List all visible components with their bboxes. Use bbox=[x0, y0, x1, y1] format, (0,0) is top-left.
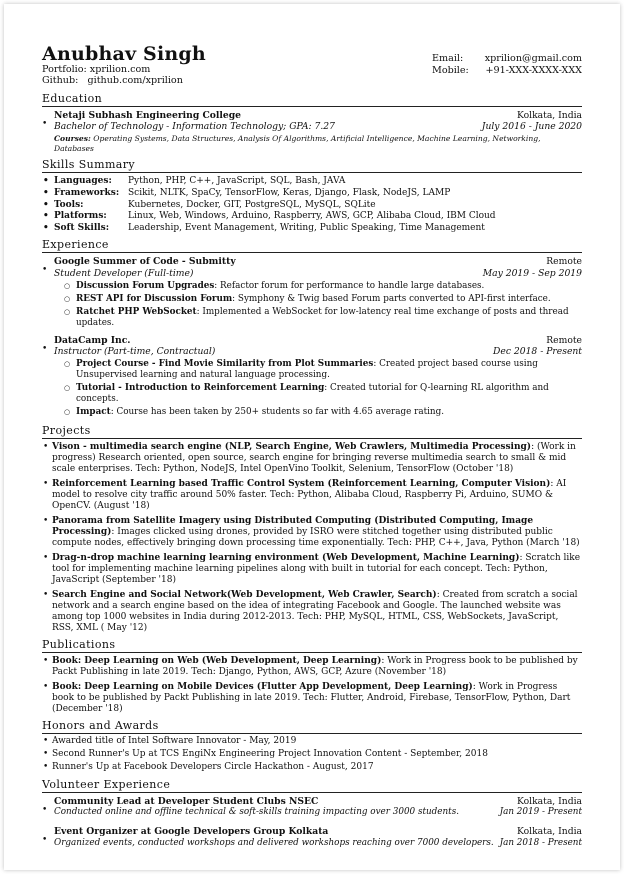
bullet-icon: • bbox=[42, 265, 48, 276]
experience-location: Remote bbox=[546, 334, 582, 346]
volunteer-role: Organized events, conducted workshops and delivered workshops reaching over 7000 developers. bbox=[54, 837, 494, 848]
courses-line bbox=[42, 134, 582, 154]
github-label: Github: bbox=[42, 75, 79, 86]
experience-item: ○ Project Course - Find Movie Similarity from Plot Summaries: Created project based course using Unsupervised learning and natural language processing. bbox=[42, 359, 582, 381]
skill-row: • Frameworks: Scikit, NLTK, SpaCy, TensorFlow, Keras, Django, Flask, NodeJS, LAMP bbox=[42, 188, 582, 200]
volunteer-entry bbox=[42, 796, 582, 818]
experience-role: Instructor (Part-time, Contractual) bbox=[54, 345, 216, 357]
experience-dates: May 2019 - Sep 2019 bbox=[482, 267, 582, 279]
skill-row: • Soft Skills: Leadership, Event Management, Writing, Public Speaking, Time Management bbox=[42, 223, 582, 235]
courses-list: Operating Systems, Data Structures, Analysis Of Algorithms, Artificial Intelligence, Machine Learning, Networking, Databases bbox=[54, 134, 541, 154]
project-item: • Drag-n-drop machine learning learning environment (Web Development, Machine Learning): Scratch like tool for implementing machine learning pipelines along with built in tutorial for each concept. Tech: Python, JavaScript (September '18) bbox=[42, 553, 582, 586]
mobile-label: Mobile: bbox=[432, 65, 469, 76]
honor-item: • Awarded title of Intel Software Innovator - May, 2019 bbox=[42, 736, 582, 747]
mobile-line bbox=[432, 65, 582, 77]
publication-item: • Book: Deep Learning on Mobile Devices (Flutter App Development, Deep Learning): Work in Progress book to be published by Packt Publishing in late 2019. Tech: Flutter, Android, Firebase, TensorFlow, Python, Dart (December '18) bbox=[42, 682, 582, 715]
skill-row: • Tools: Kubernetes, Docker, GIT, PostgreSQL, MySQL, SQLite bbox=[42, 200, 582, 212]
resume-page bbox=[4, 4, 620, 870]
experience-entry bbox=[42, 335, 582, 357]
school-name: Netaji Subhash Engineering College bbox=[54, 110, 242, 121]
bullet-icon: • bbox=[42, 805, 48, 816]
project-item: • Vison - multimedia search engine (NLP, Search Engine, Web Crawlers, Multimedia Processing): (Work in progress) Research oriented, open source, search engine for bringing reverse multimedia search to small & mid scale enterprises. Tech: Python, NodeJS, Intel OpenVino Toolkit, Selenium, TensorFlow (October '18) bbox=[42, 442, 582, 475]
project-item: • Panorama from Satellite Imagery using Distributed Computing (Distributed Computing, Image Processing): Images clicked using drones, provided by ISRO were stitched together using distributed public compute nodes, effectively bringing down processing time exponentially. Tech: PHP, C++, Java, Python (March '18) bbox=[42, 516, 582, 549]
email-line bbox=[432, 53, 582, 65]
experience-item: ○ Impact: Course has been taken by 250+ students so far with 4.65 average rating. bbox=[42, 407, 582, 418]
project-item: • Search Engine and Social Network(Web Development, Web Crawler, Search): Created from scratch a social network and a search engine based on the idea of integrating Facebook and Google. The launched website was among top 1000 websites in India during 2012-2013. Tech: PHP, MySQL, HTML, CSS, WebSockets, JavaScript, RSS, XML ( May '12) bbox=[42, 590, 582, 634]
github-link[interactable]: github.com/xprilion bbox=[87, 75, 183, 86]
skill-row: • Languages: Python, PHP, C++, JavaScript, SQL, Bash, JAVA bbox=[42, 176, 582, 188]
publication-item: • Book: Deep Learning on Web (Web Development, Deep Learning): Work in Progress book to be published by Packt Publishing in late 2019. Tech: Django, Python, AWS, GCP, Azure (November '18) bbox=[42, 656, 582, 678]
project-item: • Reinforcement Learning based Traffic Control System (Reinforcement Learning, Computer Vision): AI model to resolve city traffic around 50% faster. Tech: Python, Alibaba Cloud, Raspberry Pi, Arduino, SUMO & OpenCV. (August '18) bbox=[42, 479, 582, 512]
experience-dates: Dec 2018 - Present bbox=[493, 345, 582, 357]
education-entry bbox=[42, 110, 582, 132]
section-projects-title: Projects bbox=[42, 424, 582, 439]
candidate-name: Anubhav Singh bbox=[42, 43, 206, 65]
bullet-icon: • bbox=[42, 119, 48, 129]
email-link[interactable]: xprilion@gmail.com bbox=[484, 53, 582, 64]
volunteer-location: Kolkata, India bbox=[517, 796, 582, 808]
volunteer-location: Kolkata, India bbox=[517, 826, 582, 838]
bullet-icon: • bbox=[42, 343, 48, 354]
honor-item: • Runner's Up at Facebook Developers Circle Hackathon - August, 2017 bbox=[42, 762, 582, 773]
section-education-title: Education bbox=[42, 92, 582, 107]
mobile-number: +91-XXX-XXXX-XXX bbox=[485, 65, 582, 76]
skills-list bbox=[42, 176, 582, 234]
section-honors-title: Honors and Awards bbox=[42, 719, 582, 734]
volunteer-org: Event Organizer at Google Developers Group Kolkata bbox=[54, 826, 329, 838]
github-line bbox=[42, 75, 206, 86]
experience-role: Student Developer (Full-time) bbox=[54, 267, 194, 279]
header-right bbox=[432, 44, 582, 77]
honor-item: • Second Runner's Up at TCS EngiNx Engineering Project Innovation Content - September, 2018 bbox=[42, 749, 582, 760]
volunteer-entry bbox=[42, 826, 582, 848]
courses-label: Courses: bbox=[54, 134, 91, 144]
degree: Bachelor of Technology - Information Technology; GPA: 7.27 bbox=[54, 121, 335, 133]
portfolio-link[interactable]: Portfolio: xprilion.com bbox=[42, 64, 151, 75]
school-location: Kolkata, India bbox=[517, 110, 582, 121]
experience-item: ○ REST API for Discussion Forum: Symphony & Twig based Forum parts converted to API-first interface. bbox=[42, 294, 582, 305]
experience-org: Google Summer of Code - Submitty bbox=[54, 256, 236, 268]
experience-item: ○ Ratchet PHP WebSocket: Implemented a WebSocket for low-latency real time exchange of posts and thread updates. bbox=[42, 307, 582, 329]
volunteer-dates: Jan 2019 - Present bbox=[499, 807, 582, 818]
experience-item: ○ Tutorial - Introduction to Reinforcement Learning: Created tutorial for Q-learning RL algorithm and concepts. bbox=[42, 383, 582, 405]
volunteer-org: Community Lead at Developer Student Clubs NSEC bbox=[54, 796, 319, 808]
section-publications-title: Publications bbox=[42, 638, 582, 653]
volunteer-dates: Jan 2018 - Present bbox=[499, 837, 582, 848]
skill-row: • Platforms: Linux, Web, Windows, Arduino, Raspberry, AWS, GCP, Alibaba Cloud, IBM Cloud bbox=[42, 211, 582, 223]
resume-header bbox=[42, 44, 582, 86]
education-dates: July 2016 - June 2020 bbox=[481, 121, 582, 133]
bullet-icon: • bbox=[42, 835, 48, 846]
experience-location: Remote bbox=[546, 256, 582, 268]
experience-entry bbox=[42, 256, 582, 278]
section-experience-title: Experience bbox=[42, 238, 582, 253]
section-skills-title: Skills Summary bbox=[42, 158, 582, 173]
volunteer-role: Conducted online and offline technical & soft-skills training impacting over 3000 students. bbox=[54, 807, 460, 818]
email-label: Email: bbox=[432, 53, 464, 64]
header-left bbox=[42, 44, 206, 86]
section-volunteer-title: Volunteer Experience bbox=[42, 778, 582, 793]
experience-org: DataCamp Inc. bbox=[54, 334, 131, 346]
experience-item: ○ Discussion Forum Upgrades: Refactor forum for performance to handle large databases. bbox=[42, 281, 582, 292]
